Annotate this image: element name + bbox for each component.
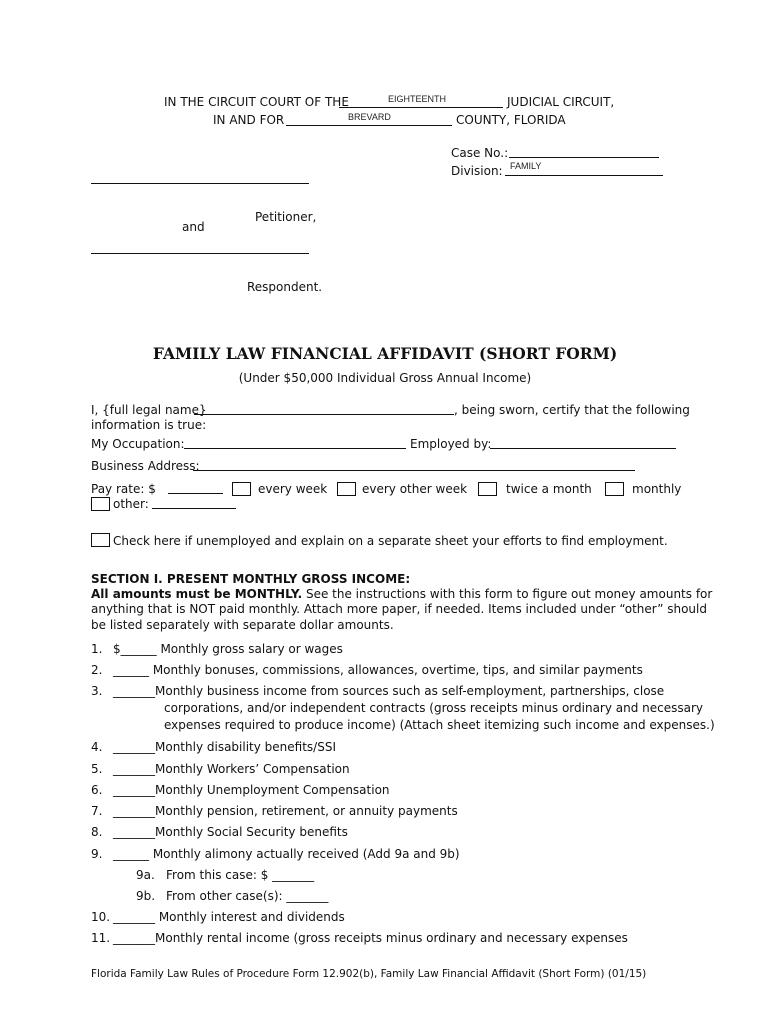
item-num: 9. xyxy=(91,847,103,861)
other-pay-field[interactable] xyxy=(152,508,236,509)
county-suffix: COUNTY, FLORIDA xyxy=(456,113,566,127)
monthly-checkbox[interactable] xyxy=(605,482,624,496)
item-disability[interactable]: _______Monthly disability benefits/SSI xyxy=(113,740,336,754)
item-pension[interactable]: _______Monthly pension, retirement, or annuity payments xyxy=(113,804,458,818)
unemployed-checkbox[interactable] xyxy=(91,533,110,547)
form-title: FAMILY LAW FINANCIAL AFFIDAVIT (SHORT FORM) xyxy=(152,344,618,363)
business-address-label: Business Address: xyxy=(91,459,200,473)
item-num: 6. xyxy=(91,783,103,797)
item-social-security[interactable]: _______Monthly Social Security benefits xyxy=(113,825,348,839)
item-num: 2. xyxy=(91,663,103,677)
item-business-income[interactable]: _______Monthly business income from sources such as self-employment, partnerships, close xyxy=(113,684,665,698)
division-field[interactable]: FAMILY xyxy=(510,161,542,171)
item-num: 3. xyxy=(91,684,103,698)
occupation-field[interactable] xyxy=(184,448,406,449)
circuit-prefix: IN THE CIRCUIT COURT OF THE xyxy=(164,95,349,109)
item-gross-salary[interactable]: $______ Monthly gross salary or wages xyxy=(113,642,343,656)
other-pay-label: other: xyxy=(113,497,149,511)
pay-rate-field[interactable] xyxy=(168,493,223,494)
item-business-income-cont: expenses required to produce income) (Attach sheet itemizing such income and expenses.) xyxy=(164,718,715,732)
item-business-income-cont: corporations, and/or independent contracts (gross receipts minus ordinary and necessary xyxy=(164,701,704,715)
full-legal-name-field[interactable] xyxy=(194,414,454,415)
twice-a-month-label: twice a month xyxy=(506,482,592,496)
other-pay-checkbox[interactable] xyxy=(91,497,110,511)
county-prefix: IN AND FOR xyxy=(213,113,285,127)
form-subtitle: (Under $50,000 Individual Gross Annual Income) xyxy=(238,371,532,385)
item-unemployment[interactable]: _______Monthly Unemployment Compensation xyxy=(113,783,390,797)
section-1-heading: SECTION I. PRESENT MONTHLY GROSS INCOME: xyxy=(91,572,411,586)
name-suffix: , being sworn, certify that the following xyxy=(454,403,690,417)
item-rental-income[interactable]: _______Monthly rental income (gross receipts minus ordinary and necessary expenses xyxy=(113,931,628,945)
section-1-instructions xyxy=(91,587,712,601)
case-no-field[interactable] xyxy=(509,157,659,158)
employed-by-field[interactable] xyxy=(490,448,676,449)
name-prefix: I, {full legal name} xyxy=(91,403,207,417)
every-other-week-checkbox[interactable] xyxy=(337,482,356,496)
petitioner-name-line[interactable] xyxy=(91,183,309,184)
item-num: 5. xyxy=(91,762,103,776)
item-num: 11. xyxy=(91,931,111,945)
circuit-suffix: JUDICIAL CIRCUIT, xyxy=(507,95,615,109)
item-num: 9a. xyxy=(136,868,155,882)
county-field[interactable]: BREVARD xyxy=(348,112,391,122)
name-line2: information is true: xyxy=(91,418,207,432)
item-bonuses[interactable]: ______ Monthly bonuses, commissions, allowances, overtime, tips, and similar payments xyxy=(113,663,643,677)
occupation-label: My Occupation: xyxy=(91,437,185,451)
instructions-bold: All amounts must be MONTHLY. xyxy=(91,587,303,601)
twice-a-month-checkbox[interactable] xyxy=(478,482,497,496)
item-interest[interactable]: _______ Monthly interest and dividends xyxy=(113,910,345,924)
item-num: 4. xyxy=(91,740,103,754)
instructions-line3: be listed separately with separate dollar amounts. xyxy=(91,618,394,632)
every-other-week-label: every other week xyxy=(362,482,468,496)
item-num: 10. xyxy=(91,910,111,924)
item-alimony-other-case[interactable]: From other case(s): _______ xyxy=(166,889,329,903)
business-address-field[interactable] xyxy=(193,470,635,471)
unemployed-label: Check here if unemployed and explain on a separate sheet your efforts to find employment. xyxy=(113,534,668,548)
monthly-label: monthly xyxy=(632,482,682,496)
every-week-label: every week xyxy=(258,482,328,496)
respondent-label: Respondent. xyxy=(247,280,323,294)
item-workers-comp[interactable]: _______Monthly Workers’ Compensation xyxy=(113,762,350,776)
petitioner-label: Petitioner, xyxy=(255,210,317,224)
page-footer: Florida Family Law Rules of Procedure Form 12.902(b), Family Law Financial Affidavit (Short Form) (01/15) xyxy=(91,968,647,980)
employed-by-label: Employed by: xyxy=(410,437,492,451)
every-week-checkbox[interactable] xyxy=(232,482,251,496)
pay-rate-label: Pay rate: $ xyxy=(91,482,156,496)
item-num: 1. xyxy=(91,642,103,656)
and-label: and xyxy=(182,220,205,234)
division-label: Division: xyxy=(451,164,503,178)
instructions-line2: anything that is NOT paid monthly. Attach more paper, if needed. Items included under “other” should xyxy=(91,602,707,616)
item-num: 8. xyxy=(91,825,103,839)
item-alimony[interactable]: ______ Monthly alimony actually received (Add 9a and 9b) xyxy=(113,847,460,861)
item-num: 7. xyxy=(91,804,103,818)
circuit-field[interactable]: EIGHTEENTH xyxy=(388,94,447,104)
case-no-label: Case No.: xyxy=(451,146,509,160)
respondent-name-line[interactable] xyxy=(91,253,309,254)
item-alimony-this-case[interactable]: From this case: $ _______ xyxy=(166,868,315,882)
instructions-line1: See the instructions with this form to figure out money amounts for xyxy=(302,587,713,601)
item-num: 9b. xyxy=(136,889,156,903)
